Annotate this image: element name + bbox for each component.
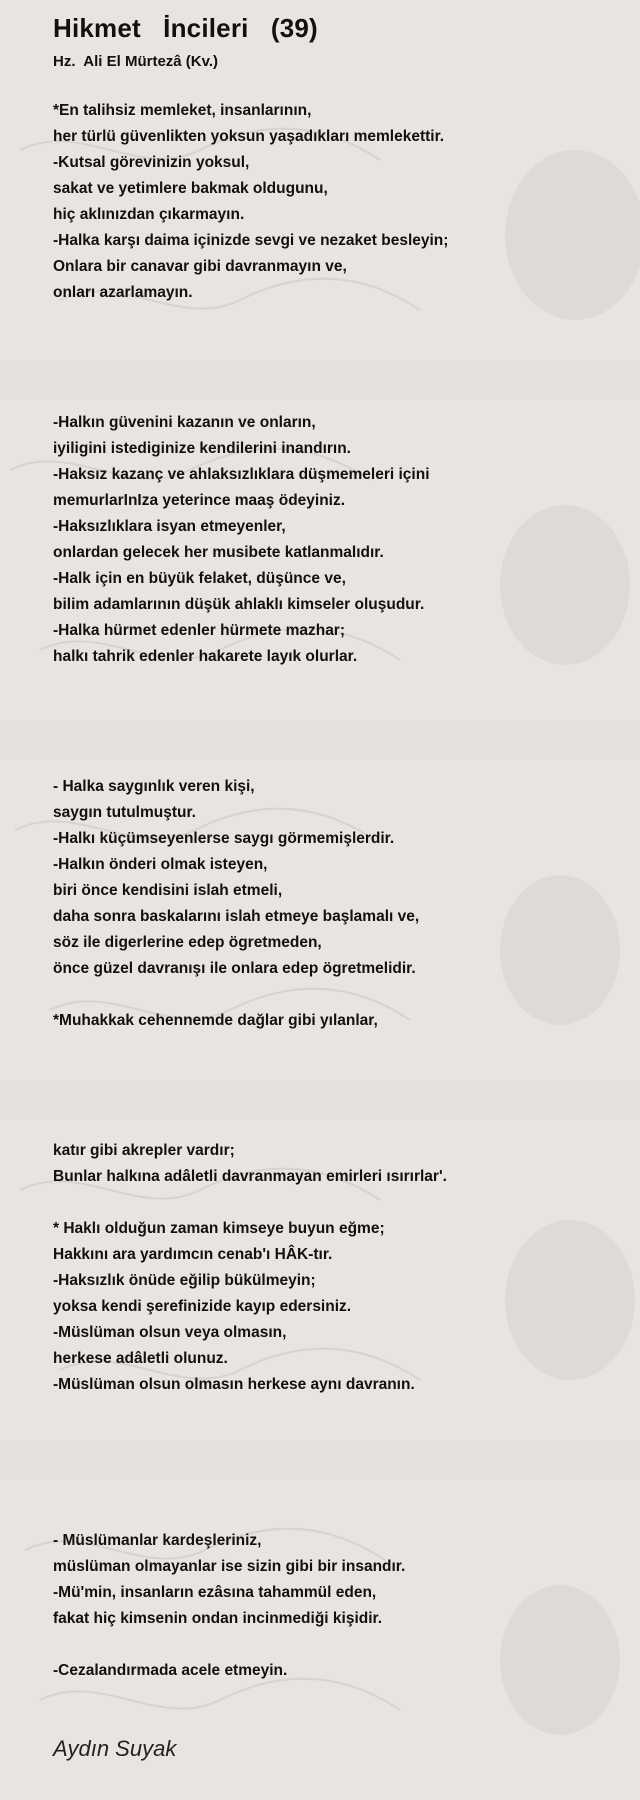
poem-blank-line: [53, 722, 613, 748]
poem-line: -Cezalandırmada acele etmeyin.: [53, 1662, 288, 1679]
poem-line: Hakkını ara yardımcın cenab'ı HÂK-tır.: [53, 1246, 333, 1263]
poem-blank-line: [53, 748, 613, 774]
poem-author-line: Hz. Ali El Mürtezâ (Kv.): [53, 53, 219, 70]
poem-line: fakat hiç kimsenin ondan incinmediği kişidir.: [53, 1610, 383, 1627]
poem-line: halkı tahrik edenler hakarete layık olurlar.: [53, 648, 358, 665]
poem-line: Bunlar halkına adâletli davranmayan emirleri ısırırlar'.: [53, 1168, 447, 1185]
poem-line: -Halkın önderi olmak isteyen,: [53, 856, 268, 873]
poem-blank-line: [53, 306, 613, 332]
poem-line: - Müslümanlar kardeşleriniz,: [53, 1532, 262, 1549]
poem-blank-line: [53, 332, 613, 358]
poem-line: iyiligini istediginize kendilerini inandırın.: [53, 440, 351, 457]
poem-blank-line: [53, 1034, 613, 1060]
poem-blank-line: [53, 1632, 613, 1658]
poem-line: -Haksızlıklara isyan etmeyenler,: [53, 518, 286, 535]
poem-line: söz ile digerlerine edep ögretmeden,: [53, 934, 322, 951]
poem-line: -Halkın güvenini kazanın ve onların,: [53, 414, 316, 431]
poem-line: önce güzel davranışı ile onlara edep ögretmelidir.: [53, 960, 416, 977]
poem-content: [53, 10, 613, 1684]
poem-line: -Müslüman olsun olmasın herkese aynı davranın.: [53, 1376, 415, 1393]
poem-blank-line: [53, 1086, 613, 1112]
poem-line: bilim adamlarının düşük ahlaklı kimseler oluşudur.: [53, 596, 425, 613]
poem-blank-line: [53, 384, 613, 410]
poem-line: -Halkı küçümseyenlerse saygı görmemişlerdir.: [53, 830, 395, 847]
poem-line: -Haksız kazanç ve ahlaksızlıklara düşmemeleri içini: [53, 466, 430, 483]
poem-blank-line: [53, 1450, 613, 1476]
poem-line: müslüman olmayanlar ise sizin gibi bir insandır.: [53, 1558, 406, 1575]
poem-line: - Halka saygınlık veren kişi,: [53, 778, 255, 795]
poem-line: sakat ve yetimlere bakmak oldugunu,: [53, 180, 328, 197]
poem-line: hiç aklınızdan çıkarmayın.: [53, 206, 245, 223]
poem-blank-line: [53, 1476, 613, 1502]
poem-line: Onlara bir canavar gibi davranmayın ve,: [53, 258, 347, 275]
poem-blank-line: [53, 696, 613, 722]
poem-line: -Kutsal görevinizin yoksul,: [53, 154, 250, 171]
poem-line: yoksa kendi şerefinizide kayıp edersiniz.: [53, 1298, 352, 1315]
poem-line: daha sonra baskalarını islah etmeye başlamalı ve,: [53, 908, 420, 925]
poem-line: -Halk için en büyük felaket, düşünce ve,: [53, 570, 346, 587]
poem-line: onlardan gelecek her musibete katlanmalıdır.: [53, 544, 384, 561]
poem-blank-line: [53, 1424, 613, 1450]
poem-blank-line: [53, 358, 613, 384]
poem-line: memurlarInIza yeterince maaş ödeyiniz.: [53, 492, 346, 509]
poem-line: *En talihsiz memleket, insanlarının,: [53, 102, 312, 119]
poem-line: *Muhakkak cehennemde dağlar gibi yılanlar,: [53, 1012, 378, 1029]
poem-blank-line: [53, 72, 613, 98]
poem-blank-line: [53, 1190, 613, 1216]
poem-line: * Haklı olduğun zaman kimseye buyun eğme;: [53, 1220, 385, 1237]
poem-line: -Halka hürmet edenler hürmete mazhar;: [53, 622, 346, 639]
signature: Aydın Suyak: [53, 1736, 177, 1761]
poem-line: biri önce kendisini islah etmeli,: [53, 882, 283, 899]
poem-line: -Haksızlık önüde eğilip bükülmeyin;: [53, 1272, 316, 1289]
poem-blank-line: [53, 1502, 613, 1528]
poem-line: -Halka karşı daima içinizde sevgi ve nezaket besleyin;: [53, 232, 449, 249]
poem-line: katır gibi akrepler vardır;: [53, 1142, 235, 1159]
poem-line: -Müslüman olsun veya olmasın,: [53, 1324, 287, 1341]
poem-title: Hikmet İncileri (39): [53, 13, 318, 43]
poem-line: herkese adâletli olunuz.: [53, 1350, 228, 1367]
poem-line: -Mü'min, insanların ezâsına tahammül eden,: [53, 1584, 377, 1601]
poem-blank-line: [53, 670, 613, 696]
poem-line: her türlü güvenlikten yoksun yaşadıkları memlekettir.: [53, 128, 445, 145]
poem-blank-line: [53, 1398, 613, 1424]
poem-line: onları azarlamayın.: [53, 284, 193, 301]
poem-blank-line: [53, 982, 613, 1008]
poem-line: saygın tutulmuştur.: [53, 804, 196, 821]
poem-body: [53, 72, 613, 1684]
poem-blank-line: [53, 1112, 613, 1138]
poem-blank-line: [53, 1060, 613, 1086]
